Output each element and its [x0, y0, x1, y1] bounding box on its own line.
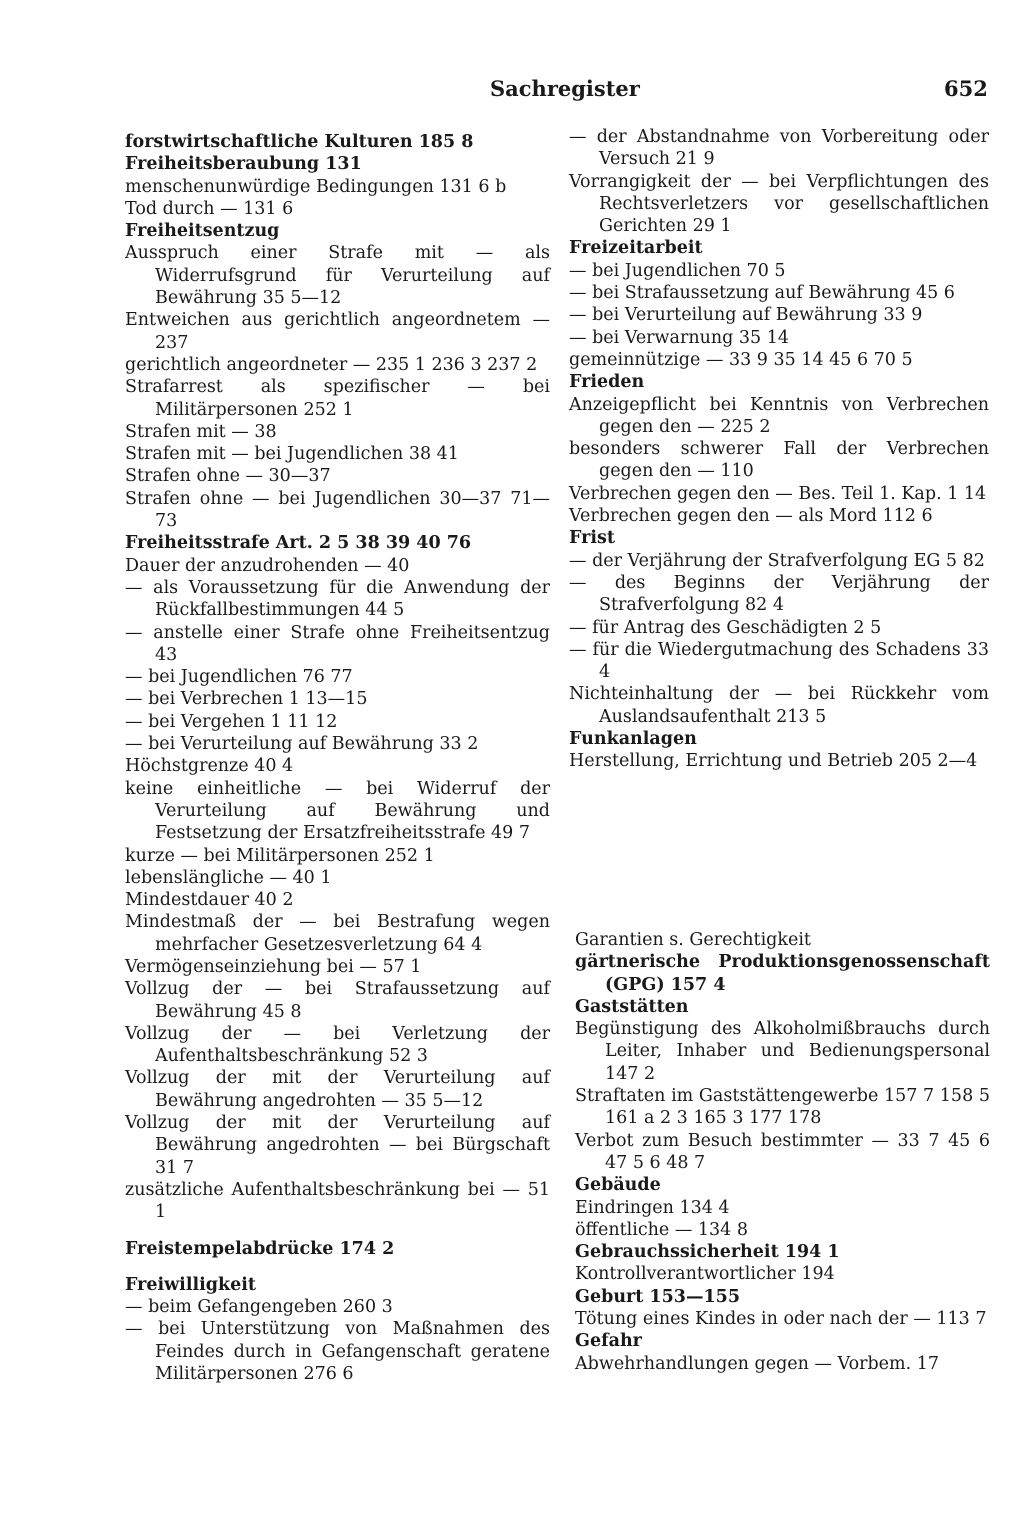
index-entry: Straftaten im Gaststättengewerbe 157 7 158 5 161 a 2 3 165 3 177 178: [575, 1086, 990, 1129]
index-entry: — anstelle einer Strafe ohne Freiheitsentzug 43: [125, 622, 550, 665]
index-entry: lebenslängliche — 40 1: [125, 867, 332, 888]
index-heading: Geburt 153—155: [575, 1286, 740, 1307]
index-entry: Vollzug der mit der Verurteilung auf Bewährung angedrohten — 35 5—12: [125, 1068, 550, 1111]
index-entry: — bei Jugendlichen 70 5: [569, 260, 786, 281]
index-heading: Gebrauchssicherheit 194 1: [575, 1242, 840, 1263]
index-entry: besonders schwerer Fall der Verbrechen gegen den — 110: [569, 439, 989, 482]
index-entry: Strafarrest als spezifischer — bei Militärpersonen 252 1: [125, 377, 550, 420]
index-entry: — bei Verbrechen 1 13—15: [125, 689, 368, 710]
spacer: [125, 1260, 550, 1274]
index-heading: Frist: [569, 528, 615, 549]
index-entry: Strafen mit — bei Jugendlichen 38 41: [125, 444, 459, 465]
index-entry: keine einheitliche — bei Widerruf der Verurteilung auf Bewährung und Festsetzung der Ersatzfreiheitsstrafe 49 7: [125, 778, 550, 844]
index-heading: gärtnerische Produktionsgenossenschaft (GPG) 157 4: [575, 952, 990, 995]
index-entry: Mindestdauer 40 2: [125, 890, 294, 911]
index-entry: Begünstigung des Alkoholmißbrauchs durch Leiter, Inhaber und Bedienungspersonal 147 2: [575, 1019, 990, 1084]
index-entry: Abwehrhandlungen gegen — Vorbem. 17: [575, 1353, 940, 1374]
index-entry: öffentliche — 134 8: [575, 1219, 748, 1240]
index-entry: Mindestmaß der — bei Bestrafung wegen mehrfacher Gesetzesverletzung 64 4: [125, 912, 550, 955]
index-entry: menschenunwürdige Bedingungen 131 6 b: [125, 176, 507, 197]
index-entry: Strafen mit — 38: [125, 421, 277, 442]
index-entry: Dauer der anzudrohenden — 40: [125, 555, 410, 576]
index-entry: Entweichen aus gerichtlich angeordnetem — 237: [125, 310, 550, 353]
index-heading: Gaststätten: [575, 996, 689, 1017]
index-entry: — bei Jugendlichen 76 77: [125, 667, 353, 688]
index-entry: — bei Verwarnung 35 14: [569, 327, 789, 348]
index-entry: Ausspruch einer Strafe mit — als Widerrufsgrund für Verurteilung auf Bewährung 35 5—12: [125, 243, 550, 309]
index-heading: Gebäude: [575, 1175, 661, 1196]
index-heading: Freiheitsentzug: [125, 221, 280, 242]
index-entry: — beim Gefangengeben 260 3: [125, 1297, 393, 1318]
index-column-right-top: [569, 126, 989, 773]
index-heading: Freistempelabdrücke 174 2: [125, 1238, 395, 1259]
index-entry: gemeinnützige — 33 9 35 14 45 6 70 5: [569, 349, 913, 370]
index-entry: Verbot zum Besuch bestimmter — 33 7 45 6 47 5 6 48 7: [575, 1130, 990, 1173]
index-entry: Herstellung, Errichtung und Betrieb 205 2—4: [569, 751, 978, 772]
index-entry: zusätzliche Aufenthaltsbeschränkung bei — 51 1: [125, 1179, 550, 1223]
index-entry: Vollzug der — bei Strafaussetzung auf Bewährung 45 8: [125, 979, 550, 1022]
index-entry: — als Voraussetzung für die Anwendung der Rückfallbestimmungen 44 5: [125, 577, 550, 621]
index-entry: — bei Verurteilung auf Bewährung 33 9: [569, 305, 923, 326]
index-heading: Gefahr: [575, 1331, 642, 1352]
index-entry: — bei Unterstützung von Maßnahmen des Feindes durch in Gefangenschaft geratene Militärpersonen 276 6: [125, 1319, 550, 1385]
page-number: 652: [944, 76, 988, 101]
index-entry: — bei Strafaussetzung auf Bewährung 45 6: [569, 283, 955, 304]
index-entry: Nichteinhaltung der — bei Rückkehr vom Auslandsaufenthalt 213 5: [569, 684, 989, 727]
page-title: Sachregister: [490, 76, 640, 101]
index-entry: Strafen ohne — 30—37: [125, 466, 331, 487]
index-entry: — für die Wiedergutmachung des Schadens 33 4: [569, 639, 989, 683]
index-heading: Freiheitsstrafe Art. 2 5 38 39 40 76: [125, 533, 472, 554]
index-entry: — bei Vergehen 1 11 12: [125, 711, 338, 732]
index-heading: forstwirtschaftliche Kulturen 185 8: [125, 132, 474, 152]
index-entry: Vermögenseinziehung bei — 57 1: [125, 956, 422, 977]
index-heading: Freiheitsberaubung 131: [125, 154, 362, 175]
index-entry: Eindringen 134 4: [575, 1197, 730, 1218]
index-entry: Strafen ohne — bei Jugendlichen 30—37 71—73: [125, 488, 550, 532]
index-entry: — der Verjährung der Strafverfolgung EG 5 82: [569, 550, 985, 571]
index-heading: Frieden: [569, 372, 645, 393]
index-entry: Tod durch — 131 6: [125, 198, 294, 219]
index-entry: kurze — bei Militärpersonen 252 1: [125, 845, 435, 866]
index-entry: Höchstgrenze 40 4: [125, 756, 294, 777]
index-heading: Funkanlagen: [569, 729, 697, 750]
index-heading: Freizeitarbeit: [569, 238, 703, 259]
index-entry: — der Abstandnahme von Vorbereitung oder Versuch 21 9: [569, 127, 989, 170]
index-entry: Vorrangigkeit der — bei Verpflichtungen des Rechtsverletzers vor gesellschaftlichen Gerichten 29 1: [569, 171, 989, 237]
index-entry: gerichtlich angeordneter — 235 1 236 3 237 2: [125, 354, 538, 375]
spacer: [125, 1224, 550, 1238]
index-entry: Anzeigepflicht bei Kenntnis von Verbrechen gegen den — 225 2: [569, 394, 989, 437]
index-entry: — des Beginns der Verjährung der Strafverfolgung 82 4: [569, 572, 989, 616]
index-entry: — für Antrag des Geschädigten 2 5: [569, 617, 882, 638]
index-column-right-bottom: [575, 929, 990, 1375]
index-entry: Tötung eines Kindes in oder nach der — 113 7: [575, 1309, 987, 1330]
page-header: [0, 76, 1024, 106]
index-heading: Freiwilligkeit: [125, 1274, 257, 1295]
index-entry: Verbrechen gegen den — als Mord 112 6: [569, 506, 933, 527]
index-entry: Vollzug der — bei Verletzung der Aufenthaltsbeschränkung 52 3: [125, 1023, 550, 1067]
index-entry: Verbrechen gegen den — Bes. Teil 1. Kap. 1 14: [569, 483, 987, 504]
index-column-left: [125, 131, 550, 1385]
index-entry: Kontrollverantwortlicher 194: [575, 1264, 835, 1285]
index-entry: Vollzug der mit der Verurteilung auf Bewährung angedrohten — bei Bürgschaft 31 7: [125, 1113, 550, 1178]
index-entry: — bei Verurteilung auf Bewährung 33 2: [125, 734, 479, 755]
index-entry: Garantien s. Gerechtigkeit: [575, 930, 811, 950]
